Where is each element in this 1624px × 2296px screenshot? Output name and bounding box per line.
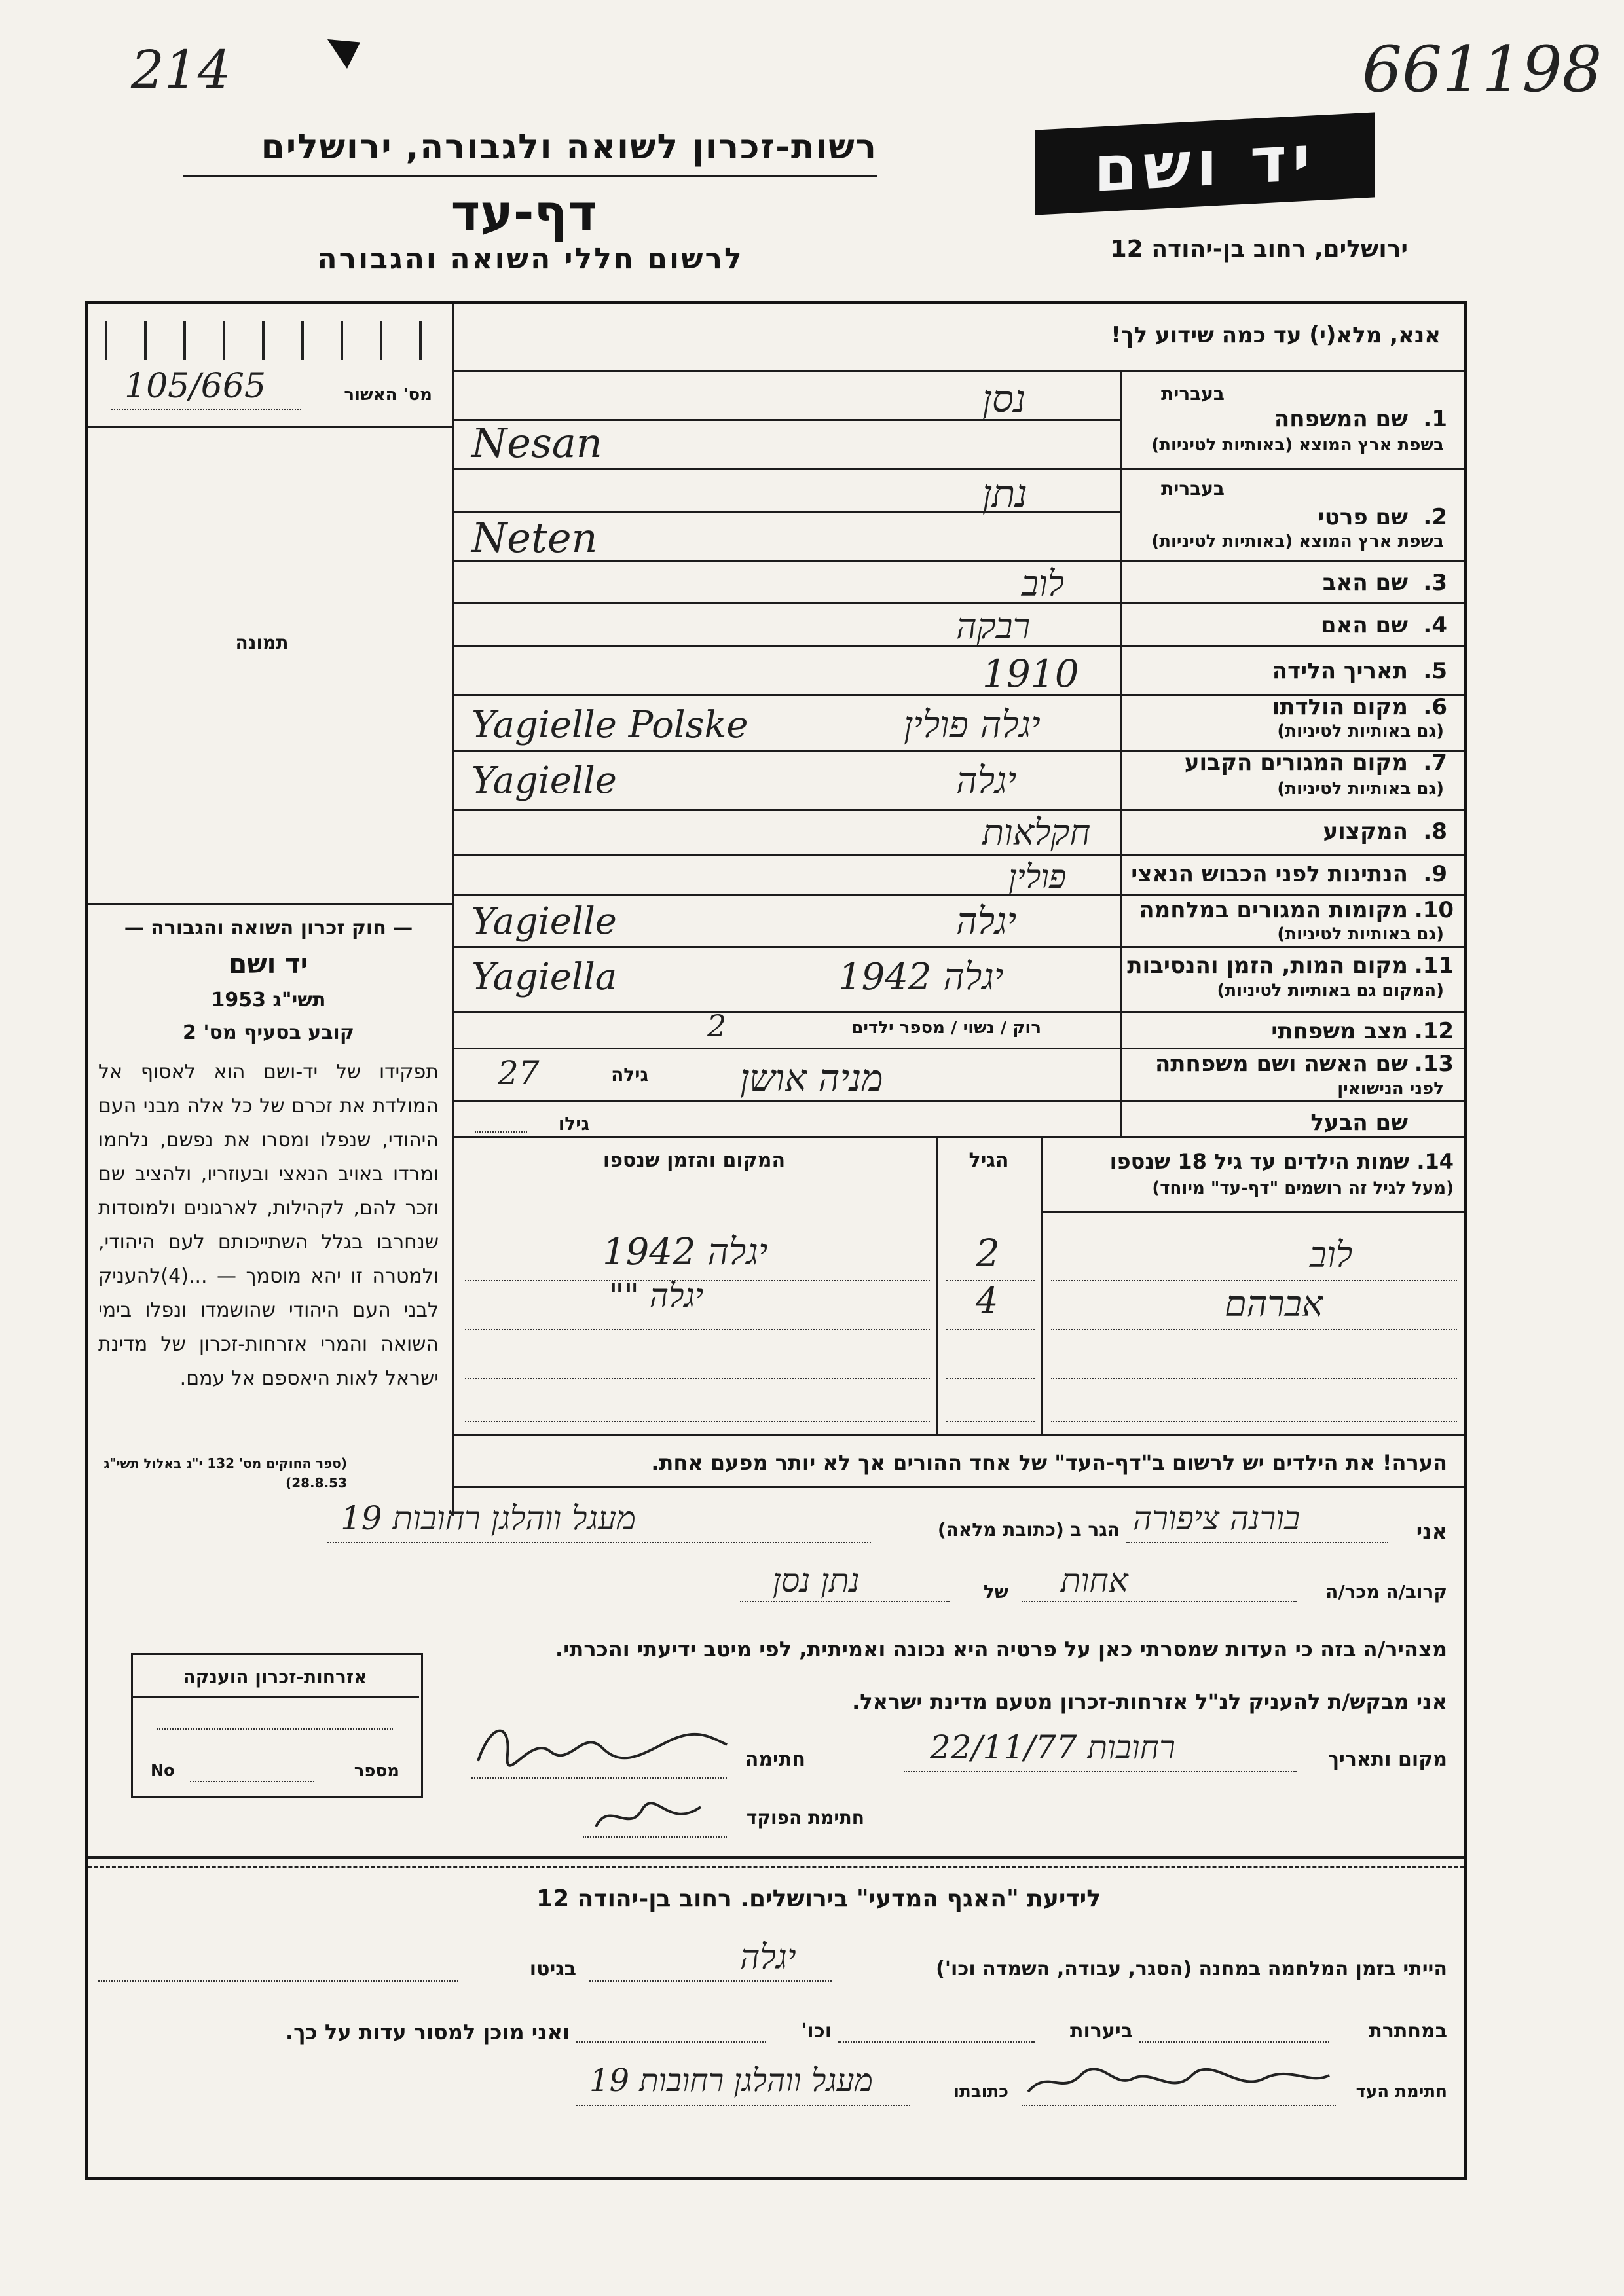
yad-vashem-logo: יד ושם [1035, 112, 1375, 215]
field-10-value: יגלה [956, 900, 1017, 943]
field-13-num: 13. [1414, 1051, 1454, 1077]
decl-relation-of: נתן נסן [773, 1561, 860, 1599]
decl-place-date: רחובות 22/11/77 [930, 1728, 1175, 1766]
stamp-number-label: מספר [354, 1761, 399, 1781]
header-rule [183, 175, 877, 177]
children-note: הערה! את הילדים יש לרשום ב"דף-העד" של אחד ההורים אך לא יותר מפעם אחת. [651, 1450, 1447, 1475]
child-1-place: יגלה 1942 [602, 1231, 768, 1273]
official-signature-label: חתימת הפוקד [746, 1807, 864, 1829]
field-13-value: מניה אושן [740, 1057, 883, 1100]
testimony-ready-label: ואני מוכן למסור עדות על כך. [285, 2020, 570, 2045]
field-11-value: יגלה 1942 [838, 956, 1004, 998]
decl-request: אני מבקש/ת להעניק לנ"ל אזרחות-זכרון מטעם מדינת ישראל. [852, 1689, 1447, 1714]
law-text: תפקידו של יד-ושם הוא לאסוף אל המולדת את זכרם של כל אלה מבני העם היהודי, שנפלו ומסרו את נפשם, נלחמו ומרדו באויב הנאצי ובעוזריו, ולהציב שם וזכר להם, לקהילות, לארגונים ולמוסדות שנחרבו בגלל השתייכותם לעם היהודי, ולמטרה זו יהא מוסמך — ...(4)להעניק לבני העם היהודי שהושמדו ונפלו בימי השואה והמרי אזרחות-זכרון של מדינת ישראל לאות היאספם אל עמם. [98, 1061, 439, 1390]
decl-statement: מצהיר/ה בזה כי העדות שמסרתי כאן על פרטיה היא נכונה ואמיתית, לפי מיטב ידיעתי והכרתי. [555, 1637, 1447, 1662]
law-year: תשי"ג 1953 [211, 989, 326, 1011]
decl-resident-label: הגר ב (כתובת מלאה) [937, 1519, 1120, 1540]
field-12-value: 2 [707, 1008, 727, 1044]
field-9-label: הנתינות לפני הכבוש הנאצי [1131, 861, 1408, 887]
form-title: דף-עד [451, 183, 597, 242]
field-5-label: תאריך הלידה [1272, 658, 1408, 684]
child-2-name: אברהם [1225, 1283, 1323, 1324]
child-2-place: יגלה "" [609, 1277, 704, 1315]
declarant-signature [471, 1715, 733, 1774]
field-1-num: 1. [1423, 406, 1447, 432]
law-title: — חוק זכרון השואה והגבורה — [124, 917, 413, 939]
testimony-address-value: מעגל ווהלגן רחובות 19 [589, 2062, 873, 2099]
field-7-value: יגלה [956, 759, 1017, 802]
field-3-value: לוב [1022, 563, 1065, 604]
stamp-title: אזרחות-זכרון הוענקה [183, 1666, 367, 1688]
testimony-witness-sig-label: חתימת העד [1356, 2082, 1447, 2102]
decl-name: בורנה ציפורה [1133, 1499, 1301, 1537]
field-10-latin-value: Yagielle [471, 900, 617, 943]
field-10-sub: (גם באותיות לטיניות) [1277, 924, 1444, 944]
decl-address: מעגל ווהלגן רחובות 19 [341, 1499, 636, 1537]
handwritten-number-right: 661198 [1362, 33, 1602, 106]
testimony-title: לידיעת "האגף המדעי" בירושלים. רחוב בן-יהודה 12 [536, 1886, 1101, 1912]
child-1-name: לוב [1310, 1234, 1353, 1275]
field-11-label: מקום המות, הזמן והנסיבות [1127, 953, 1408, 979]
field-1-hebrew-tag: בעברית [1160, 383, 1225, 405]
field-6-label: מקום הולדתו [1272, 694, 1408, 720]
field-1-label: שם המשפחה [1274, 406, 1408, 432]
field-8-value: חקלאות [982, 812, 1091, 853]
field-13-label: שם האשה ושם משפחתה [1154, 1051, 1408, 1077]
testimony-underground-label: במחתרת [1369, 2020, 1447, 2043]
field-2-label: שם פרטי [1318, 504, 1408, 530]
stamp-no: No [151, 1761, 175, 1779]
field-12-options: רוק / נשוי / מספר ילדים [851, 1018, 1041, 1038]
field-8-label: המקצוע [1323, 818, 1408, 845]
field-4-label: שם האם [1320, 612, 1408, 638]
field-5-num: 5. [1423, 658, 1447, 684]
field-12-num: 12. [1414, 1018, 1454, 1044]
field-2-latin-value: Neten [471, 514, 598, 562]
field-3-label: שם האב [1322, 570, 1408, 596]
decl-ani: אני [1416, 1519, 1447, 1544]
reg-label: מס' האשור [344, 385, 432, 405]
field-6-sub: (גם באותיות לטיניות) [1277, 721, 1444, 741]
pen-mark [327, 39, 360, 69]
reg-value: 105/665 [124, 367, 267, 406]
field-10-num: 10. [1414, 897, 1454, 923]
testimony-forest-label: ביערות [1070, 2020, 1133, 2043]
field-5-value: 1910 [982, 651, 1079, 696]
field-7-num: 7. [1423, 750, 1447, 776]
law-reference: (ספר החוקים מס' 132 י"ג באלול תשי"ג 28.8.53) [103, 1455, 347, 1491]
children-title: 14. שמות הילדים עד גיל 18 שנספו [1109, 1149, 1454, 1174]
field-2-num: 2. [1423, 504, 1447, 530]
decl-signature-label: חתימה [745, 1748, 805, 1771]
handwritten-number-left: 214 [131, 39, 231, 100]
sidebar-divider [452, 304, 454, 1516]
child-2-age: 4 [976, 1280, 999, 1321]
field-1-sub: בשפת ארץ המוצא (באותיות לטיניות) [1151, 435, 1444, 455]
field-11-num: 11. [1414, 953, 1454, 979]
reg-barcode [105, 321, 432, 360]
children-subtitle: (מעל לגיל זה רושמים "דף-עד" מיוחד) [1152, 1178, 1454, 1198]
field-9-num: 9. [1423, 861, 1447, 887]
field-13-sub: לפני הנישואין [1337, 1079, 1444, 1099]
instruction-text: אנא, מלא(י) עד כמה שידוע לך! [1111, 322, 1441, 348]
field-6-num: 6. [1423, 694, 1447, 720]
photo-label: תמונה [235, 632, 289, 653]
field-7-sub: (גם באותיות לטיניות) [1277, 779, 1444, 799]
field-1-hebrew-value: נסן [982, 376, 1026, 421]
field-7-label: מקום המגורים הקבוע [1184, 750, 1408, 776]
field-2-hebrew-value: נתן [982, 471, 1028, 516]
field-11-sub: (המקום גם באותיות לטיניות) [1217, 981, 1444, 1000]
form-subtitle: לרשום חללי השואה והגבורה [317, 242, 744, 276]
institution-name: רשות-זכרון לשואה ולגבורה, ירושלים [261, 128, 877, 167]
field-8-num: 8. [1423, 818, 1447, 845]
field-6-latin-value: Yagielle Polske [471, 704, 748, 746]
field-9-value: פולין [1008, 858, 1067, 896]
field-10-label: מקומות המגורים במלחמה [1139, 897, 1408, 923]
testimony-camp-value: יגלה [740, 1938, 796, 1977]
children-col-age: הגיל [969, 1149, 1009, 1172]
husband-label: שם הבעל [1310, 1110, 1408, 1136]
field-6-value: יגלה פולין [904, 704, 1041, 746]
official-signature [589, 1794, 707, 1840]
field-12-label: מצב משפחתי [1271, 1018, 1408, 1044]
decl-place-date-label: מקום ותאריך [1327, 1748, 1447, 1771]
witness-signature [1022, 2056, 1336, 2108]
field-11-latin-value: Yagiella [471, 956, 618, 998]
decl-relation-label: קרוב/ה מכר/ה [1325, 1581, 1447, 1603]
child-1-age: 2 [976, 1231, 1000, 1275]
field-3-num: 3. [1423, 570, 1447, 596]
field-13-age-value: 27 [498, 1054, 540, 1092]
field-2-sub: בשפת ארץ המוצא (באותיות לטיניות) [1151, 532, 1444, 551]
law-section: קובע בסעיף מס' 2 [183, 1021, 354, 1044]
testimony-address-label: כתובתו [953, 2082, 1008, 2102]
testimony-camp-label: הייתי בזמן המלחמה במחנה (הסגר, עבודה, השמדה וכו') [936, 1958, 1447, 1980]
header-address: ירושלים, רחוב בן-יהודה 12 [1110, 236, 1408, 263]
field-13-age-label: גילה [611, 1064, 648, 1085]
testimony-etc-label: וכו' [801, 2020, 832, 2043]
field-2-hebrew-tag: בעברית [1160, 478, 1225, 500]
field-4-num: 4. [1423, 612, 1447, 638]
field-4-value: רבקה [956, 606, 1031, 647]
husband-age-label: גילו [558, 1113, 589, 1135]
children-col-place: המקום והזמן שנספו [602, 1149, 786, 1172]
decl-of-label: של [983, 1581, 1008, 1603]
field-7-latin-value: Yagielle [471, 759, 617, 802]
decl-relation: אחות [1061, 1561, 1128, 1599]
testimony-ghetto-label: בגיטו [529, 1958, 576, 1980]
law-logo: יד ושם [229, 949, 308, 979]
field-1-latin-value: Nesan [471, 419, 602, 467]
